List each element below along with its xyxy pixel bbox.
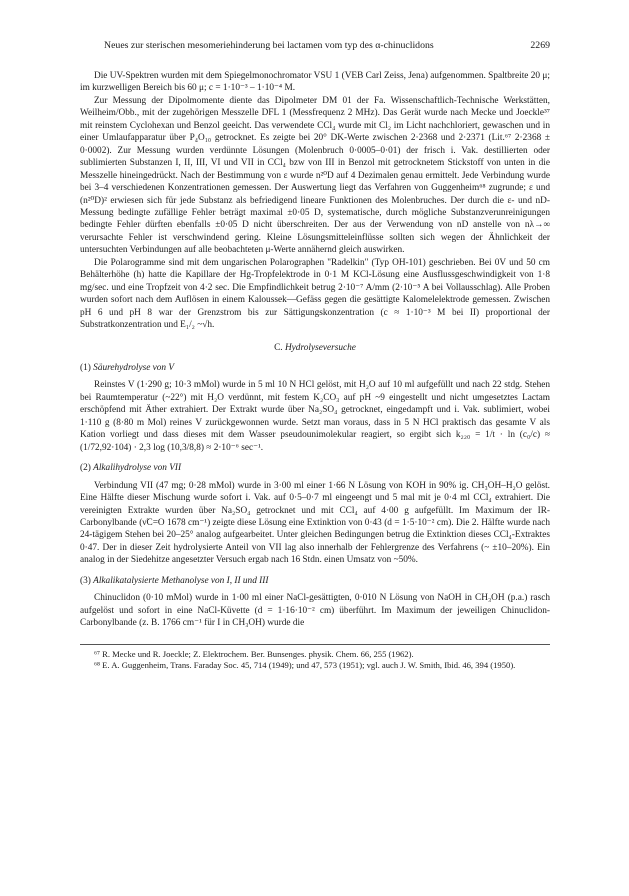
subsection-label: (3) bbox=[80, 575, 91, 586]
subsection-label: (2) bbox=[80, 463, 91, 474]
paragraph-dipole-moments: Zur Messung der Dipolmomente diente das Dipolmeter DM 01 der Fa. Wissenschaftlich-Technische Werkstätten, Weilheim/Obb., mit der zugehörigen Messzelle DFL 1 (Messfrequenz 2 MHz). Das Gerät wurde nach Mecke und Joeckle³⁷ mit reinstem Cyclohexan und Benzol geeicht. Das verwendete CCl₄ wurde mit Cl₂ im Licht nachchloriert, gewaschen und in einer Umlaufapparatur über P₄O₁₀ getrocknet. Es zeigte bei 20° DK-Werte zwischen 2·2368 und 2·2371 (Lit.⁶⁷ 2·2368 ± 0·0002). Zur Messung wurden verdünnte Lösungen (Molenbruch 0·0005–0·01) der frisch i. Vak. destillierten oder sublimierten Substanzen I, II, III, VI und VII in CCl₄ bzw von III in Benzol mit getrocknetem Stickstoff von unten in die Messzelle hineingedrückt. Nach der Bestimmung von ε wurde n²⁰D auf 4 Dezimalen genau ermittelt. Jede Verbindung wurde bei 3–4 verschiedenen Konzentrationen gemessen. Der Auswertung liegt das Verfahren von Guggenheim⁶⁸ zugrunde; ε und (n²⁰D)² erwiesen sich für jede Substanz als befriedigend lineare Funktionen des Molenbruches. Der durch die ε- und nD-Messung bedingte zufällige Fehler beträgt maximal ±0·05 D, systematische, durch mögliche Substanzverunreinigungen bedingte Fehler dürften ebenfalls ±0·05 D nicht überschreiten. Der aus der Verwendung von nD anstelle von nλ→∞ verursachte Fehler ist verschwindend gering. Kleine Lösungsmitteleinflüsse sollten sich wegen der Ähnlichkeit der untersuchten Verbindungen auf alle beobachteten μ-Werte annähernd gleich auswirken. bbox=[80, 95, 550, 256]
section-title: Hydrolyseversuche bbox=[284, 342, 356, 353]
subsection-heading bbox=[80, 575, 550, 587]
body-text bbox=[80, 70, 550, 671]
subsection-title: Alkalikatalysierte Methanolyse von I, II und III bbox=[93, 575, 269, 586]
footnote-divider bbox=[80, 644, 550, 645]
section-heading bbox=[80, 342, 550, 354]
subsection-heading bbox=[80, 462, 550, 474]
paragraph-acid-hydrolysis: Reinstes V (1·290 g; 10·3 mMol) wurde in 5 ml 10 N HCl gelöst, mit H₂O auf 10 ml aufgefüllt und nach 22 stdg. Stehen bei Raumtemperatur (~22°) mit H₂O verdünnt, mit festem K₂CO₃ auf pH ~9 eingestellt und nicht umgesetztes Lactam erschöpfend mit Äther extrahiert. Der Extrakt wurde über Na₂SO₄ getrocknet, eingedampft und i. Vak. sublimiert, wobei 1·110 g (8·80 m Mol) reines V zurückgewonnen wurde. Setzt man voraus, dass in 5 N HCl praktisch das gesamte V als Kation vorliegt und dass dieses mit dem Wasser pseudounimolekular reagiert, so ergibt sich k₂₂₀ = 1/t · ln (c₀/c) ≈ (1/72,92·104) · 2,3 log (10,3/8,8) ≈ 2·10⁻⁶ sec⁻¹. bbox=[80, 380, 550, 453]
page-number: 2269 bbox=[530, 40, 550, 51]
footnote: ⁶⁷ R. Mecke und R. Joeckle; Z. Elektrochem. Ber. Bunsenges. physik. Chem. 66, 255 (1962). bbox=[94, 648, 414, 659]
paragraph-uv-spectra: Die UV-Spektren wurden mit dem Spiegelmonochromator VSU 1 (VEB Carl Zeiss, Jena) aufgenommen. Spaltbreite 20 μ; im kurzwelligen Bereich bis 60 μ; c = 1·10⁻³ – 1·10⁻⁴ M. bbox=[80, 71, 550, 94]
running-header bbox=[80, 40, 550, 54]
paragraph-methanolysis: Chinuclidon (0·10 mMol) wurde in 1·00 ml einer NaCl-gesättigten, 0·010 N Lösung von NaOH in CH₃OH (p.a.) rasch aufgelöst und sofort in eine NaCl-Küvette (d = 1·16·10⁻² cm) überführt. Im Maximum der jeweiligen Chinuclidon-Carbonylbande (z. B. 1766 cm⁻¹ für I in CH₃OH) wurde die bbox=[80, 593, 550, 629]
subsection-title: Alkalihydrolyse von VII bbox=[93, 463, 182, 474]
subsection-title: Säurehydrolyse von V bbox=[93, 362, 175, 373]
section-number: C. bbox=[274, 342, 283, 353]
paragraph-polarograms: Die Polarogramme sind mit dem ungarischen Polarographen "Radelkin" (Typ OH-101) geschrieben. Bei 0V und 50 cm Behälterhöhe (h) hatte die Kapillare der Hg-Tropfelektrode in 0·1 M KCl-Lösung eine Ausflussgeschwindigkeit von 1·8 mg/sec. und eine Tropfzeit von 4·2 sec. Die Empfindlichkeit betrug 2·10⁻⁷ A/mm (2·10⁻⁵ A bei Vollausschlag). Alle Proben wurden sofort nach dem Auflösen in einem Kaloussek—Gefäss gegen die gesättigte Kalomelelektrode gemessen. Zwischen pH 6 und pH 8 war der Grenzstrom bis zur Sättigungskonzentration (c ≈ 1·10⁻³ M bei II) proportional der Substratkonzentration und E₁/₂ ~√h. bbox=[80, 257, 550, 331]
footnote: ⁶⁸ E. A. Guggenheim, Trans. Faraday Soc. 45, 714 (1949); und 47, 573 (1951); vgl. auch J. W. Smith, Ibid. 46, 394 (1950). bbox=[94, 659, 516, 670]
paragraph-alkali-hydrolysis: Verbindung VII (47 mg; 0·28 mMol) wurde in 3·00 ml einer 1·66 N Lösung von KOH in 90% ig. CH₃OH–H₂O gelöst. Eine Hälfte dieser Mischung wurde sofort i. Vak. auf 0·5–0·7 ml eingeengt und 5 mal mit je 0·4 ml CCl₄ extrahiert. Die vereinigten Extrakte wurden über Na₂SO₄ getrocknet und mit CCl₄ auf 4·00 g aufgefüllt. Im Maximum der IR-Carbonylbande (ν̃C=O 1678 cm⁻¹) zeigte diese Lösung eine Extinktion von 0·43 (d = 1·5·10⁻² cm). Die 2. Hälfte wurde nach 24-tägigem Stehen bei 20–25° analog aufgearbeitet. Unter gleichen Bedingungen betrug die Extinktion dieses CCl₄-Extraktes 0·47. Der in dieser Zeit hydrolysierte Anteil von VII lag also innerhalb der Fehlergrenze des Verfahrens (~ ±10–20%). Ein analog in der Siedehitze angesetzter Versuch ergab nach 16 Stdn. einen Umsatz von ~50%. bbox=[80, 480, 550, 566]
subsection-heading bbox=[80, 362, 550, 374]
running-title: Neues zur sterischen mesomeriehinderung bei lactamen vom typ des α-chinuclidons bbox=[104, 40, 434, 51]
subsection-label: (1) bbox=[80, 362, 91, 373]
